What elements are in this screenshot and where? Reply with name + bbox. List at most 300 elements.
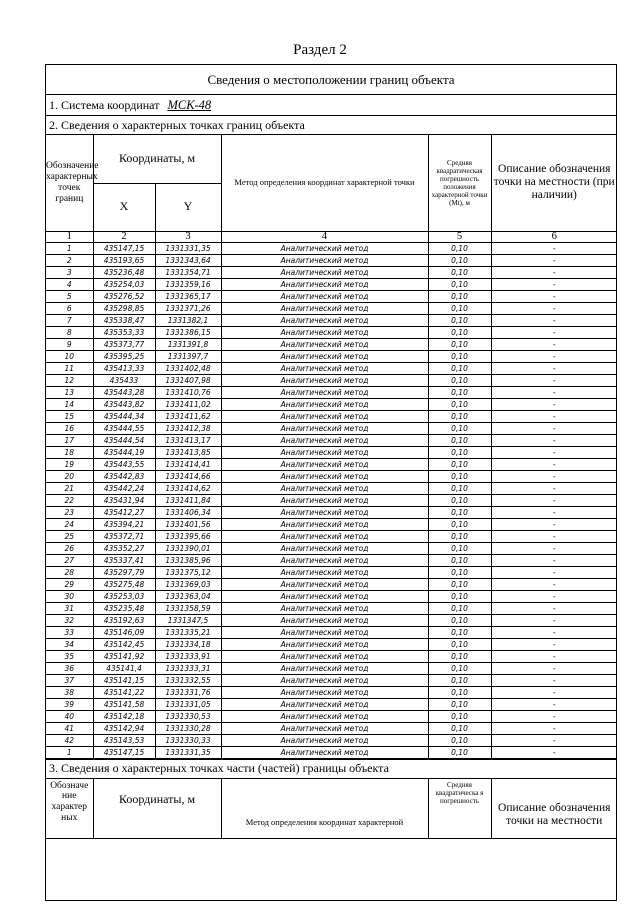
- point-number: 9: [46, 338, 93, 350]
- table-row: [46, 614, 617, 626]
- point-method: Аналитический метод: [221, 266, 428, 278]
- point-error: 0,10: [428, 650, 491, 662]
- table-row: [46, 542, 617, 554]
- point-x: 435431,94: [93, 494, 155, 506]
- point-method: Аналитический метод: [221, 302, 428, 314]
- point-y: 1331330,33: [155, 734, 221, 746]
- point-y: 1331411,62: [155, 410, 221, 422]
- point-description: -: [491, 674, 617, 686]
- point-description: -: [491, 530, 617, 542]
- point-x: 435297,79: [93, 566, 155, 578]
- point-number: 22: [46, 494, 93, 506]
- coordinate-system-value: МСК-48: [167, 97, 212, 112]
- point-error: 0,10: [428, 242, 491, 254]
- point-number: 3: [46, 266, 93, 278]
- table-title: Сведения о местоположении границ объекта: [46, 65, 616, 95]
- point-x: 435236,48: [93, 266, 155, 278]
- point-y: 1331414,41: [155, 458, 221, 470]
- point-x: 435395,25: [93, 350, 155, 362]
- point-error: 0,10: [428, 290, 491, 302]
- table-row: [46, 266, 617, 278]
- point-method: Аналитический метод: [221, 446, 428, 458]
- point-method: Аналитический метод: [221, 674, 428, 686]
- point-x: 435373,77: [93, 338, 155, 350]
- point-description: -: [491, 554, 617, 566]
- point-x: 435147,15: [93, 746, 155, 758]
- point-number: 6: [46, 302, 93, 314]
- point-number: 41: [46, 722, 93, 734]
- point-y: 1331333,31: [155, 662, 221, 674]
- point-description: -: [491, 326, 617, 338]
- point-y: 1331401,56: [155, 518, 221, 530]
- point-x: 435394,21: [93, 518, 155, 530]
- column-number: 5: [428, 231, 491, 242]
- point-y: 1331330,53: [155, 710, 221, 722]
- point-x: 435143,53: [93, 734, 155, 746]
- table-row: [46, 710, 617, 722]
- point-error: 0,10: [428, 614, 491, 626]
- point-x: 435142,18: [93, 710, 155, 722]
- table-row: [46, 494, 617, 506]
- table-row: [46, 662, 617, 674]
- point-method: Аналитический метод: [221, 698, 428, 710]
- table-row: [46, 686, 617, 698]
- table-row: [46, 338, 617, 350]
- point-y: 1331333,91: [155, 650, 221, 662]
- point-error: 0,10: [428, 602, 491, 614]
- table-row: [46, 626, 617, 638]
- point-y: 1331359,16: [155, 278, 221, 290]
- point-description: -: [491, 470, 617, 482]
- point-method: Аналитический метод: [221, 254, 428, 266]
- point-error: 0,10: [428, 278, 491, 290]
- point-description: -: [491, 698, 617, 710]
- table-row: [46, 698, 617, 710]
- point-number: 34: [46, 638, 93, 650]
- point-x: 435353,33: [93, 326, 155, 338]
- table-row: [46, 302, 617, 314]
- point-number: 26: [46, 542, 93, 554]
- point-description: -: [491, 350, 617, 362]
- point-method: Аналитический метод: [221, 662, 428, 674]
- point-error: 0,10: [428, 734, 491, 746]
- point-description: -: [491, 254, 617, 266]
- point-error: 0,10: [428, 662, 491, 674]
- point-y: 1331363,04: [155, 590, 221, 602]
- table-row: [46, 746, 617, 758]
- point-method: Аналитический метод: [221, 434, 428, 446]
- point-number: 17: [46, 434, 93, 446]
- point-description: -: [491, 602, 617, 614]
- point-description: -: [491, 434, 617, 446]
- point-description: -: [491, 662, 617, 674]
- point-error: 0,10: [428, 386, 491, 398]
- point-method: Аналитический метод: [221, 242, 428, 254]
- point-x: 435146,09: [93, 626, 155, 638]
- table-row: [46, 410, 617, 422]
- points-table: [46, 135, 617, 759]
- point-error: 0,10: [428, 578, 491, 590]
- point-y: 1331331,05: [155, 698, 221, 710]
- point-number: 23: [46, 506, 93, 518]
- point-x: 435147,15: [93, 242, 155, 254]
- point-method: Аналитический метод: [221, 338, 428, 350]
- point-x: 435444,19: [93, 446, 155, 458]
- point-error: 0,10: [428, 350, 491, 362]
- column-number: 4: [221, 231, 428, 242]
- point-method: Аналитический метод: [221, 566, 428, 578]
- point-y: 1331332,55: [155, 674, 221, 686]
- point-number: 4: [46, 278, 93, 290]
- point-x: 435433: [93, 374, 155, 386]
- point-description: -: [491, 638, 617, 650]
- point-description: -: [491, 398, 617, 410]
- point-x: 435298,85: [93, 302, 155, 314]
- point-error: 0,10: [428, 686, 491, 698]
- point-method: Аналитический метод: [221, 350, 428, 362]
- point-method: Аналитический метод: [221, 578, 428, 590]
- point-number: 33: [46, 626, 93, 638]
- table-row: [46, 734, 617, 746]
- header-y: Y: [155, 183, 221, 231]
- point-number: 37: [46, 674, 93, 686]
- point-y: 1331411,84: [155, 494, 221, 506]
- point-description: -: [491, 722, 617, 734]
- point-error: 0,10: [428, 326, 491, 338]
- point-number: 13: [46, 386, 93, 398]
- point-method: Аналитический метод: [221, 542, 428, 554]
- point-y: 1331369,03: [155, 578, 221, 590]
- table-row: [46, 254, 617, 266]
- point-number: 1: [46, 746, 93, 758]
- header-error: Средняя квадратическая погрешность положения характерной точки (Mt), м: [428, 135, 491, 231]
- point-description: -: [491, 650, 617, 662]
- point-x: 435412,27: [93, 506, 155, 518]
- point-description: -: [491, 734, 617, 746]
- point-y: 1331358,59: [155, 602, 221, 614]
- table-row: [46, 602, 617, 614]
- point-method: Аналитический метод: [221, 710, 428, 722]
- point-x: 435352,27: [93, 542, 155, 554]
- point-description: -: [491, 458, 617, 470]
- point-method: Аналитический метод: [221, 494, 428, 506]
- table-row: [46, 530, 617, 542]
- point-description: -: [491, 542, 617, 554]
- point-x: 435141,22: [93, 686, 155, 698]
- point-method: Аналитический метод: [221, 518, 428, 530]
- point-method: Аналитический метод: [221, 482, 428, 494]
- point-y: 1331414,66: [155, 470, 221, 482]
- point-description: -: [491, 626, 617, 638]
- point-description: -: [491, 446, 617, 458]
- point-number: 2: [46, 254, 93, 266]
- point-description: -: [491, 314, 617, 326]
- point-y: 1331382,1: [155, 314, 221, 326]
- point-y: 1331371,26: [155, 302, 221, 314]
- part3-header-description: Описание обозначения точки на местности: [491, 779, 617, 839]
- table-row: [46, 566, 617, 578]
- point-method: Аналитический метод: [221, 554, 428, 566]
- point-y: 1331331,76: [155, 686, 221, 698]
- point-x: 435444,55: [93, 422, 155, 434]
- point-method: Аналитический метод: [221, 638, 428, 650]
- column-number: 3: [155, 231, 221, 242]
- point-number: 28: [46, 566, 93, 578]
- point-method: Аналитический метод: [221, 614, 428, 626]
- point-y: 1331412,38: [155, 422, 221, 434]
- point-error: 0,10: [428, 626, 491, 638]
- point-description: -: [491, 302, 617, 314]
- point-method: Аналитический метод: [221, 374, 428, 386]
- part2-title: 2. Сведения о характерных точках границ объекта: [46, 116, 616, 135]
- part3-title: 3. Сведения о характерных точках части (частей) границы объекта: [46, 759, 616, 779]
- point-description: -: [491, 386, 617, 398]
- point-description: -: [491, 338, 617, 350]
- table-row: [46, 422, 617, 434]
- point-x: 435372,71: [93, 530, 155, 542]
- point-y: 1331331,35: [155, 242, 221, 254]
- point-method: Аналитический метод: [221, 278, 428, 290]
- point-number: 18: [46, 446, 93, 458]
- table-row: [46, 482, 617, 494]
- point-method: Аналитический метод: [221, 734, 428, 746]
- point-description: -: [491, 710, 617, 722]
- point-number: 24: [46, 518, 93, 530]
- point-method: Аналитический метод: [221, 722, 428, 734]
- point-number: 20: [46, 470, 93, 482]
- point-error: 0,10: [428, 314, 491, 326]
- point-y: 1331354,71: [155, 266, 221, 278]
- table-row: [46, 362, 617, 374]
- point-method: Аналитический метод: [221, 746, 428, 758]
- point-x: 435142,45: [93, 638, 155, 650]
- point-number: 16: [46, 422, 93, 434]
- point-number: 12: [46, 374, 93, 386]
- point-description: -: [491, 518, 617, 530]
- point-description: -: [491, 374, 617, 386]
- point-number: 10: [46, 350, 93, 362]
- point-description: -: [491, 746, 617, 758]
- table-row: [46, 386, 617, 398]
- point-error: 0,10: [428, 362, 491, 374]
- point-x: 435193,65: [93, 254, 155, 266]
- point-error: 0,10: [428, 338, 491, 350]
- point-x: 435443,55: [93, 458, 155, 470]
- point-description: -: [491, 266, 617, 278]
- table-row: [46, 290, 617, 302]
- point-x: 435142,94: [93, 722, 155, 734]
- points-body: [46, 242, 617, 758]
- point-error: 0,10: [428, 446, 491, 458]
- point-method: Аналитический метод: [221, 650, 428, 662]
- point-x: 435275,48: [93, 578, 155, 590]
- point-y: 1331397,7: [155, 350, 221, 362]
- table-row: [46, 470, 617, 482]
- point-x: 435442,83: [93, 470, 155, 482]
- table-row: [46, 722, 617, 734]
- point-description: -: [491, 278, 617, 290]
- point-error: 0,10: [428, 410, 491, 422]
- point-x: 435141,15: [93, 674, 155, 686]
- point-x: 435253,03: [93, 590, 155, 602]
- point-y: 1331410,76: [155, 386, 221, 398]
- point-y: 1331407,98: [155, 374, 221, 386]
- point-number: 25: [46, 530, 93, 542]
- point-description: -: [491, 482, 617, 494]
- point-method: Аналитический метод: [221, 686, 428, 698]
- coordinate-system-row: [46, 95, 616, 116]
- point-x: 435413,33: [93, 362, 155, 374]
- point-description: -: [491, 578, 617, 590]
- point-number: 7: [46, 314, 93, 326]
- point-y: 1331413,17: [155, 434, 221, 446]
- point-error: 0,10: [428, 590, 491, 602]
- point-error: 0,10: [428, 746, 491, 758]
- table-row: [46, 314, 617, 326]
- table-row: [46, 326, 617, 338]
- point-description: -: [491, 410, 617, 422]
- point-number: 5: [46, 290, 93, 302]
- point-x: 435444,34: [93, 410, 155, 422]
- point-method: Аналитический метод: [221, 626, 428, 638]
- document-frame: [45, 64, 617, 901]
- column-number: 1: [46, 231, 93, 242]
- point-y: 1331386,15: [155, 326, 221, 338]
- point-y: 1331385,96: [155, 554, 221, 566]
- part3-header-error: Средняя квадратическа я погрешность: [428, 779, 491, 839]
- column-numbers-row: [46, 231, 617, 242]
- point-error: 0,10: [428, 482, 491, 494]
- header-point-label: Обозначение характерных точек границ: [46, 135, 93, 231]
- point-error: 0,10: [428, 254, 491, 266]
- point-method: Аналитический метод: [221, 590, 428, 602]
- point-y: 1331406,34: [155, 506, 221, 518]
- part3-header-method: Метод определения координат характерной: [221, 779, 428, 839]
- table-row: [46, 374, 617, 386]
- point-number: 29: [46, 578, 93, 590]
- column-number: 6: [491, 231, 617, 242]
- table-row: [46, 674, 617, 686]
- point-method: Аналитический метод: [221, 410, 428, 422]
- point-method: Аналитический метод: [221, 602, 428, 614]
- table-row: [46, 278, 617, 290]
- point-number: 31: [46, 602, 93, 614]
- header-method: Метод определения координат характерной точки: [221, 135, 428, 231]
- point-number: 36: [46, 662, 93, 674]
- point-description: -: [491, 566, 617, 578]
- section-title: Раздел 2: [293, 42, 347, 58]
- header-x: X: [93, 183, 155, 231]
- table-row: [46, 458, 617, 470]
- point-x: 435443,28: [93, 386, 155, 398]
- point-method: Аналитический метод: [221, 422, 428, 434]
- point-number: 39: [46, 698, 93, 710]
- point-number: 35: [46, 650, 93, 662]
- point-description: -: [491, 506, 617, 518]
- point-method: Аналитический метод: [221, 314, 428, 326]
- point-error: 0,10: [428, 434, 491, 446]
- part3-table: [46, 779, 617, 840]
- point-number: 27: [46, 554, 93, 566]
- point-error: 0,10: [428, 470, 491, 482]
- point-number: 14: [46, 398, 93, 410]
- point-description: -: [491, 614, 617, 626]
- table-row: [46, 638, 617, 650]
- point-number: 1: [46, 242, 93, 254]
- point-y: 1331331,35: [155, 746, 221, 758]
- point-error: 0,10: [428, 554, 491, 566]
- point-y: 1331395,66: [155, 530, 221, 542]
- column-number: 2: [93, 231, 155, 242]
- point-error: 0,10: [428, 398, 491, 410]
- point-error: 0,10: [428, 266, 491, 278]
- point-error: 0,10: [428, 506, 491, 518]
- point-description: -: [491, 422, 617, 434]
- table-row: [46, 446, 617, 458]
- part3-header-point-label: Обозначе ние характер ных: [46, 779, 93, 839]
- header-coordinates: Координаты, м: [93, 135, 221, 183]
- point-number: 42: [46, 734, 93, 746]
- point-method: Аналитический метод: [221, 290, 428, 302]
- point-y: 1331365,17: [155, 290, 221, 302]
- point-x: 435141,4: [93, 662, 155, 674]
- point-number: 40: [46, 710, 93, 722]
- point-number: 38: [46, 686, 93, 698]
- point-x: 435338,47: [93, 314, 155, 326]
- point-error: 0,10: [428, 722, 491, 734]
- table-row: [46, 590, 617, 602]
- point-number: 19: [46, 458, 93, 470]
- point-number: 32: [46, 614, 93, 626]
- point-error: 0,10: [428, 674, 491, 686]
- point-description: -: [491, 362, 617, 374]
- table-row: [46, 434, 617, 446]
- point-x: 435192,63: [93, 614, 155, 626]
- point-y: 1331414,62: [155, 482, 221, 494]
- point-x: 435235,48: [93, 602, 155, 614]
- header-description: Описание обозначения точки на местности (при наличии): [491, 135, 617, 231]
- point-description: -: [491, 590, 617, 602]
- point-method: Аналитический метод: [221, 386, 428, 398]
- point-number: 30: [46, 590, 93, 602]
- point-x: 435276,52: [93, 290, 155, 302]
- point-y: 1331390,01: [155, 542, 221, 554]
- table-row: [46, 242, 617, 254]
- point-number: 11: [46, 362, 93, 374]
- point-method: Аналитический метод: [221, 470, 428, 482]
- table-row: [46, 650, 617, 662]
- point-x: 435254,03: [93, 278, 155, 290]
- point-error: 0,10: [428, 458, 491, 470]
- point-number: 8: [46, 326, 93, 338]
- table-row: [46, 398, 617, 410]
- point-y: 1331347,5: [155, 614, 221, 626]
- point-y: 1331411,02: [155, 398, 221, 410]
- point-error: 0,10: [428, 698, 491, 710]
- point-description: -: [491, 494, 617, 506]
- point-method: Аналитический метод: [221, 530, 428, 542]
- point-description: -: [491, 242, 617, 254]
- point-x: 435443,82: [93, 398, 155, 410]
- point-x: 435442,24: [93, 482, 155, 494]
- point-error: 0,10: [428, 374, 491, 386]
- table-row: [46, 554, 617, 566]
- table-row: [46, 350, 617, 362]
- point-method: Аналитический метод: [221, 506, 428, 518]
- point-y: 1331413,85: [155, 446, 221, 458]
- part3-header-coordinates: Координаты, м: [93, 779, 221, 839]
- table-row: [46, 578, 617, 590]
